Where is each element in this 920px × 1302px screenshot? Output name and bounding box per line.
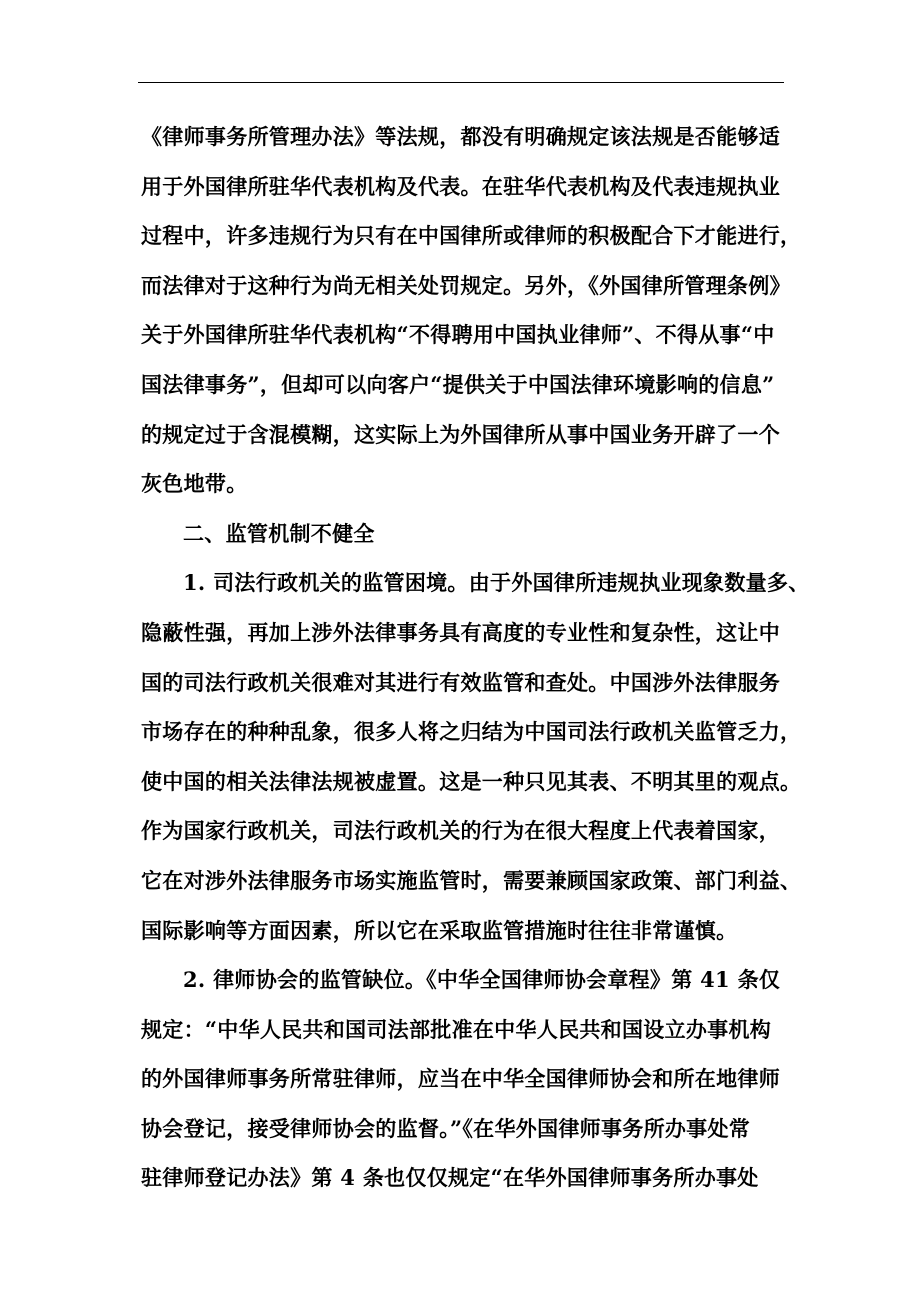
- text-line: 国法律事务”，但却可以向客户“提供关于中国法律环境影响的信息”: [141, 371, 775, 397]
- text-line: 的规定过于含混模糊，这实际上为外国律所从事中国业务开辟了一个: [141, 421, 780, 447]
- text-line: 用于外国律所驻华代表机构及代表。在驻华代表机构及代表违规执业: [141, 173, 780, 199]
- text-line: 的外国律师事务所常驻律师，应当在中华全国律师协会和所在地律师: [141, 1066, 780, 1092]
- text-line: 使中国的相关法律法规被虚置。这是一种只见其表、不明其里的观点。: [141, 768, 802, 794]
- text-line: 驻律师登记办法》第 4 条也仅仅规定“在华外国律师事务所办事处: [141, 1165, 759, 1191]
- text-line: 灰色地带。: [141, 471, 248, 497]
- text-line: 过程中，许多违规行为只有在中国律所或律师的积极配合下才能进行，: [141, 223, 802, 249]
- text-line: 关于外国律所驻华代表机构“不得聘用中国执业律师”、不得从事“中: [141, 322, 775, 348]
- text-line: 协会登记，接受律师协会的监督。”《在华外国律师事务所办事处常: [141, 1115, 751, 1141]
- text-line: 市场存在的种种乱象，很多人将之归结为中国司法行政机关监管乏力，: [141, 719, 802, 745]
- section-heading: 二、监管机制不健全: [183, 520, 375, 546]
- document-body: [141, 112, 810, 1203]
- text-line: 作为国家行政机关，司法行政机关的行为在很大程度上代表着国家，: [141, 818, 780, 844]
- text-line: 它在对涉外法律服务市场实施监管时，需要兼顾国家政策、部门利益、: [141, 867, 802, 893]
- header-rule: [138, 82, 784, 83]
- text-line: 规定：“中华人民共和国司法部批准在中华人民共和国设立办事机构: [141, 1016, 772, 1042]
- paragraph-start: 2. 律师协会的监管缺位。《中华全国律师协会章程》第 41 条仅: [183, 967, 781, 993]
- text-line: 而法律对于这种行为尚无相关处罚规定。另外，《外国律所管理条例》: [141, 272, 791, 298]
- text-line: 国际影响等方面因素，所以它在采取监管措施时往往非常谨慎。: [141, 917, 738, 943]
- text-line: 《律师事务所管理办法》等法规，都没有明确规定该法规是否能够适: [141, 124, 780, 149]
- paragraph-start: 1. 司法行政机关的监管困境。由于外国律所违规执业现象数量多、: [183, 570, 810, 596]
- text-line: 国的司法行政机关很难对其进行有效监管和查处。中国涉外法律服务: [141, 669, 780, 695]
- text-line: 隐蔽性强，再加上涉外法律事务具有高度的专业性和复杂性，这让中: [141, 619, 780, 645]
